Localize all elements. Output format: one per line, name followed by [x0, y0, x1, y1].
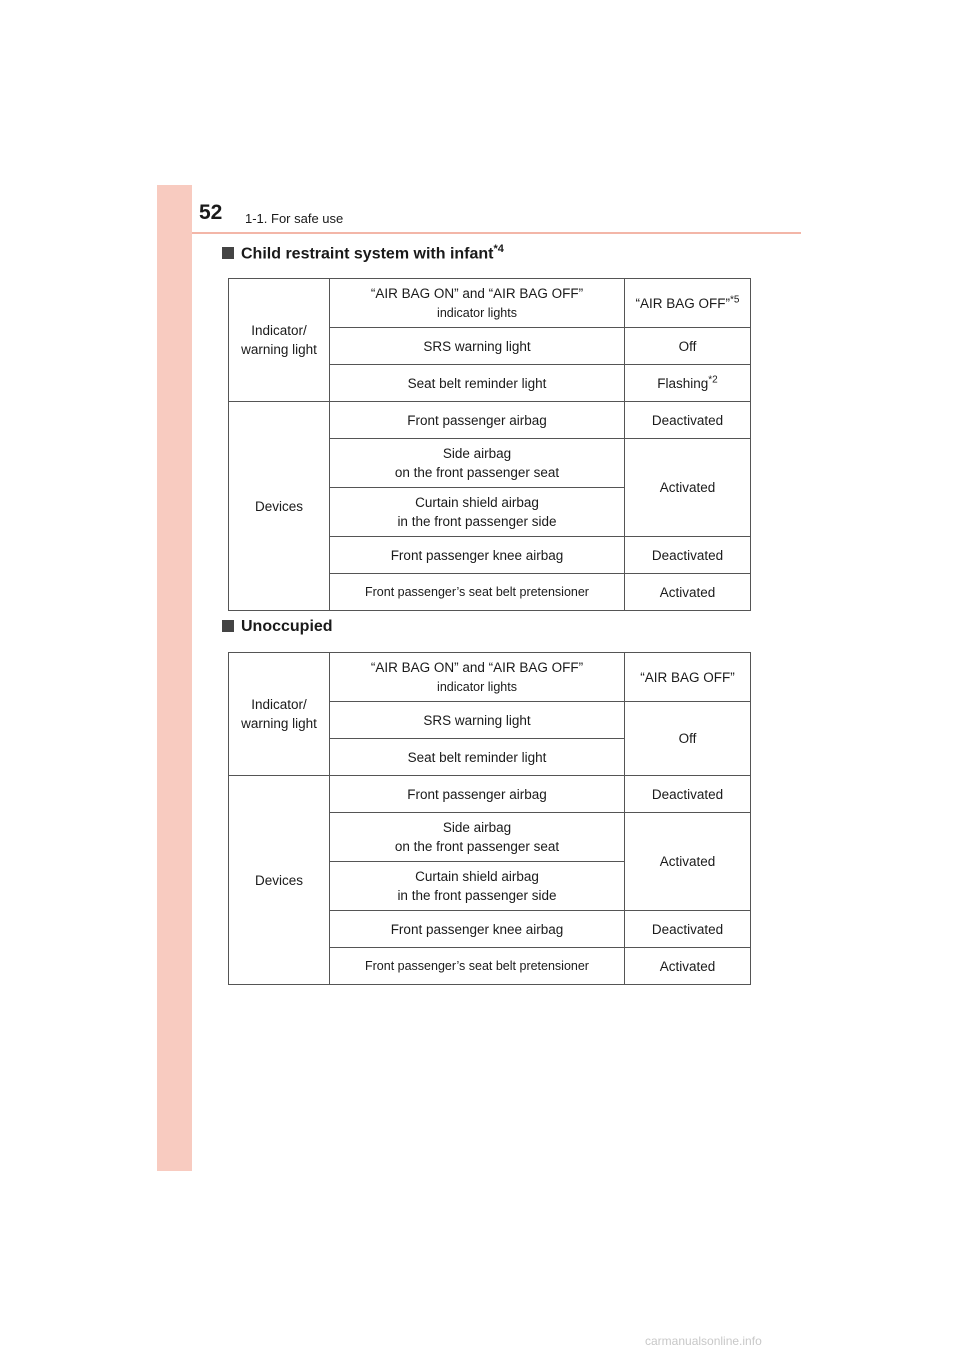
curtain-airbag-cell: Curtain shield airbag in the front passenger side — [330, 862, 625, 911]
srs-warning-light-cell: SRS warning light — [330, 328, 625, 365]
side-airbag-cell: Side airbag on the front passenger seat — [330, 439, 625, 488]
srs-status-cell: Off — [625, 328, 751, 365]
front-airbag-status-cell: Deactivated — [625, 776, 751, 813]
airbag-lights-status-cell: “AIR BAG OFF” — [625, 653, 751, 702]
page-number: 52 — [199, 201, 223, 224]
square-bullet-icon — [222, 620, 234, 632]
seatbelt-reminder-cell: Seat belt reminder light — [330, 739, 625, 776]
seatbelt-reminder-cell: Seat belt reminder light — [330, 365, 625, 402]
knee-airbag-cell: Front passenger knee airbag — [330, 537, 625, 574]
side-color-band — [157, 185, 192, 1171]
devices-label-cell: Devices — [229, 776, 330, 985]
curtain-airbag-cell: Curtain shield airbag in the front passenger side — [330, 488, 625, 537]
indicator-label-cell: Indicator/ warning light — [229, 279, 330, 402]
front-airbag-cell: Front passenger airbag — [330, 776, 625, 813]
pretensioner-status-cell: Activated — [625, 948, 751, 985]
side-curtain-status-cell: Activated — [625, 439, 751, 537]
airbag-lights-cell: “AIR BAG ON” and “AIR BAG OFF” indicator lights — [330, 653, 625, 702]
airbag-lights-status-cell: “AIR BAG OFF”$^{*5}$ — [625, 279, 751, 328]
knee-airbag-status-cell: Deactivated — [625, 911, 751, 948]
unoccupied-status-table — [228, 652, 751, 985]
airbag-lights-cell: “AIR BAG ON” and “AIR BAG OFF” indicator lights — [330, 279, 625, 328]
pretensioner-status-cell: Activated — [625, 574, 751, 611]
heading-child-restraint-infant — [222, 243, 504, 263]
srs-warning-light-cell: SRS warning light — [330, 702, 625, 739]
heading-footnote-ref: *4 — [493, 243, 504, 255]
heading-text: Unoccupied — [241, 618, 333, 635]
seatbelt-status-cell: Flashing$^{*2}$ — [625, 365, 751, 402]
pretensioner-cell: Front passenger’s seat belt pretensioner — [330, 948, 625, 985]
heading-text: Child restraint system with infant — [241, 245, 494, 263]
heading-unoccupied — [222, 618, 333, 636]
square-bullet-icon — [222, 247, 234, 259]
devices-label-cell: Devices — [229, 402, 330, 611]
srs-seatbelt-status-cell: Off — [625, 702, 751, 776]
header-rule — [192, 232, 801, 234]
watermark: carmanualsonline.info — [645, 1334, 762, 1348]
knee-airbag-status-cell: Deactivated — [625, 537, 751, 574]
front-airbag-status-cell: Deactivated — [625, 402, 751, 439]
pretensioner-cell: Front passenger’s seat belt pretensioner — [330, 574, 625, 611]
side-curtain-status-cell: Activated — [625, 813, 751, 911]
knee-airbag-cell: Front passenger knee airbag — [330, 911, 625, 948]
side-airbag-cell: Side airbag on the front passenger seat — [330, 813, 625, 862]
infant-status-table — [228, 278, 751, 611]
section-label: 1-1. For safe use — [245, 211, 344, 226]
front-airbag-cell: Front passenger airbag — [330, 402, 625, 439]
indicator-label-cell: Indicator/ warning light — [229, 653, 330, 776]
